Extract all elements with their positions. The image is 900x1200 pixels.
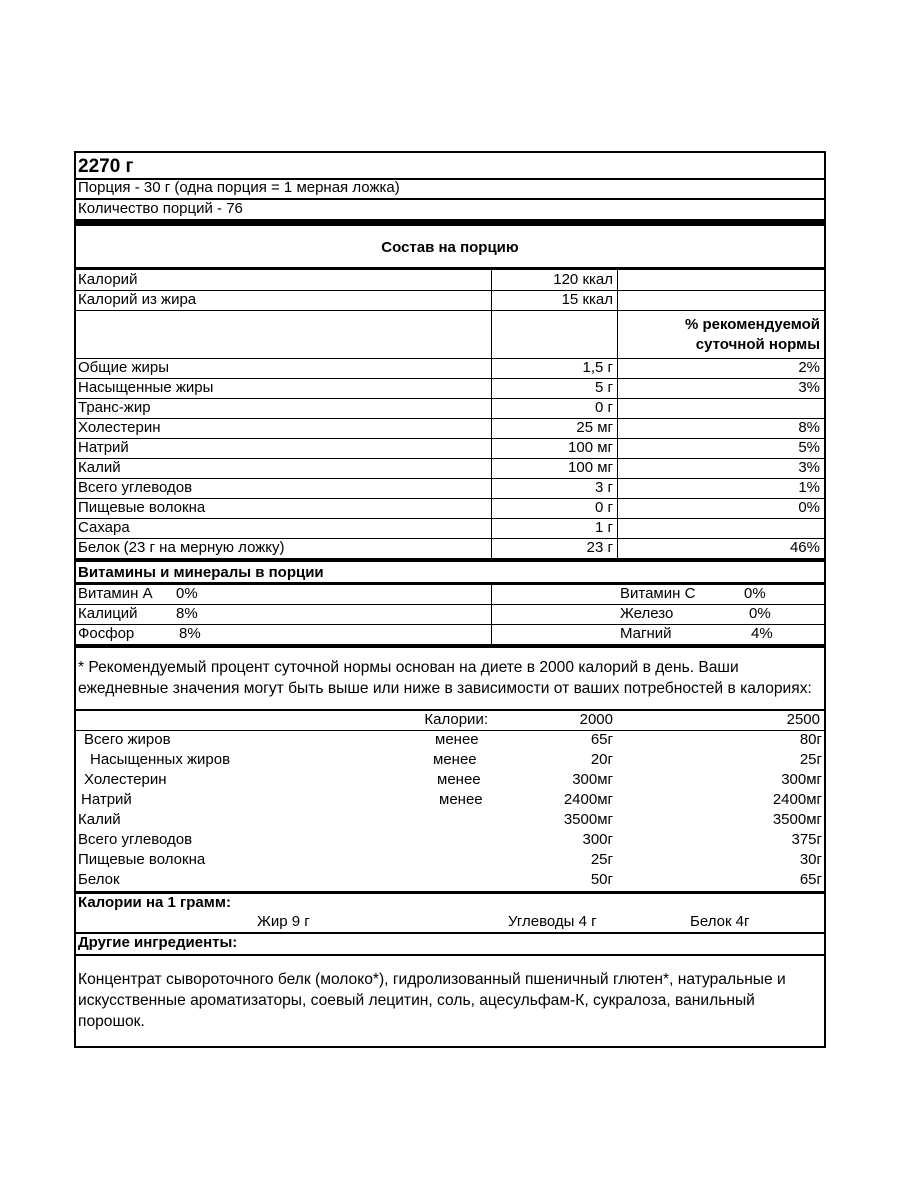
- divider: [76, 518, 824, 519]
- vitamins-title: Витамины и минералы в порции: [78, 564, 324, 581]
- nutrient-label: Насыщенные жиры: [78, 379, 214, 396]
- nutrient-dv: 5%: [798, 439, 820, 456]
- footnote-line2: ежедневные значения могут быть выше или ниже в зависимости от ваших потребностей в калориях:: [78, 680, 812, 697]
- nutrient-label: Всего углеводов: [78, 479, 193, 496]
- dv-row-2000: 25г: [590, 851, 613, 868]
- dv-row-qual: менее: [437, 771, 481, 788]
- nutrition-label: [74, 151, 826, 1048]
- nutrient-dv: 8%: [798, 419, 820, 436]
- nutrient-value: 3 г: [595, 479, 613, 496]
- calories-per-gram-title: Калории на 1 грамм:: [78, 894, 231, 911]
- dv-row-2000: 3500мг: [563, 811, 613, 828]
- calories-label: Калорий: [78, 271, 138, 288]
- fat-per-gram: Жир 9 г: [257, 913, 310, 930]
- nutrient-value: 1,5 г: [582, 359, 613, 376]
- dv-row-2000: 2400мг: [563, 791, 613, 808]
- dv-row-label: Насыщенных жиров: [90, 751, 231, 768]
- vitamin-right-pct: 0%: [749, 605, 771, 622]
- dv-row-label: Всего углеводов: [78, 831, 193, 848]
- composition-title: Состав на порцию: [381, 239, 519, 256]
- nutrient-value: 25 мг: [576, 419, 613, 436]
- carbs-per-gram: Углеводы 4 г: [508, 913, 597, 930]
- nutrient-label: Транс-жир: [78, 399, 151, 416]
- vitamin-right-pct: 0%: [744, 585, 766, 602]
- dv-row-2500: 3500мг: [772, 811, 822, 828]
- vitamin-right-name: Железо: [620, 605, 674, 622]
- vitamin-left-name: Витамин А: [78, 585, 153, 602]
- nutrient-value: 0 г: [595, 499, 613, 516]
- dv-row-label: Всего жиров: [84, 731, 171, 748]
- dv-row-2000: 20г: [590, 751, 613, 768]
- thick-divider: [76, 644, 824, 648]
- footnote-line1: * Рекомендуемый процент суточной нормы основан на диете в 2000 калорий в день. Ваши: [78, 659, 739, 676]
- vitamin-left-pct: 8%: [179, 625, 201, 642]
- serving-size: Порция - 30 г (одна порция = 1 мерная ложка): [78, 179, 400, 196]
- dv-row-label: Холестерин: [84, 771, 167, 788]
- vitamin-left-name: Калиций: [78, 605, 138, 622]
- dv-row-2500: 300мг: [781, 771, 822, 788]
- dv-row-2500: 2400мг: [772, 791, 822, 808]
- nutrient-dv: 1%: [798, 479, 820, 496]
- dv-row-qual: менее: [435, 731, 479, 748]
- calories-value: 120 ккал: [553, 271, 613, 288]
- calories-fat-value: 15 ккал: [561, 291, 613, 308]
- column-line: [491, 585, 492, 645]
- nutrient-value: 100 мг: [568, 439, 613, 456]
- vitamin-right-name: Витамин С: [620, 585, 696, 602]
- divider: [76, 954, 824, 956]
- dv-row-2000: 300мг: [572, 771, 613, 788]
- servings-count: Количество порций - 76: [78, 200, 243, 217]
- dv-calories-2500: 2500: [786, 711, 820, 728]
- divider: [76, 267, 824, 270]
- nutrient-label: Калий: [78, 459, 121, 476]
- product-weight: 2270 г: [78, 156, 134, 177]
- ingredients-title: Другие ингредиенты:: [78, 934, 238, 951]
- dv-row-label: Белок: [78, 871, 120, 888]
- vitamin-left-name: Фосфор: [78, 625, 135, 642]
- nutrient-label: Натрий: [78, 439, 129, 456]
- ingredients-line2: искусственные ароматизаторы, соевый лецитин, соль, ацесульфам-К, сукралоза, ванильный: [78, 992, 755, 1009]
- thick-divider: [76, 558, 824, 562]
- divider: [76, 398, 824, 399]
- dv-calories-2000: 2000: [579, 711, 613, 728]
- nutrient-dv: 3%: [798, 379, 820, 396]
- nutrient-label: Сахара: [78, 519, 130, 536]
- dv-row-2500: 30г: [799, 851, 822, 868]
- vitamin-left-pct: 8%: [176, 605, 198, 622]
- nutrient-value: 0 г: [595, 399, 613, 416]
- vitamin-right-name: Магний: [620, 625, 672, 642]
- ingredients-line3: порошок.: [78, 1013, 145, 1030]
- dv-row-qual: менее: [439, 791, 483, 808]
- nutrient-dv: 2%: [798, 359, 820, 376]
- protein-per-gram: Белок 4г: [690, 913, 750, 930]
- dv-header-line1: % рекомендуемой: [684, 316, 820, 333]
- dv-header-line2: суточной нормы: [695, 336, 820, 353]
- dv-row-2500: 375г: [791, 831, 822, 848]
- dv-row-qual: менее: [433, 751, 477, 768]
- nutrient-label: Пищевые волокна: [78, 499, 206, 516]
- nutrient-label: Холестерин: [78, 419, 161, 436]
- nutrient-dv: 3%: [798, 459, 820, 476]
- dv-row-label: Пищевые волокна: [78, 851, 206, 868]
- dv-calories-label: Калории:: [424, 711, 488, 728]
- calories-fat-label: Калорий из жира: [78, 291, 197, 308]
- dv-row-2000: 65г: [590, 731, 613, 748]
- dv-row-2500: 65г: [799, 871, 822, 888]
- vitamin-right-pct: 4%: [751, 625, 773, 642]
- ingredients-line1: Концентрат сывороточного белк (молоко*), гидролизованный пшеничный глютен*, натуральные и: [78, 971, 786, 988]
- dv-row-label: Натрий: [81, 791, 132, 808]
- dv-row-2500: 25г: [799, 751, 822, 768]
- nutrient-value: 23 г: [586, 539, 613, 556]
- dv-row-2000: 300г: [582, 831, 613, 848]
- thick-divider: [76, 219, 824, 226]
- vitamin-left-pct: 0%: [176, 585, 198, 602]
- nutrient-label: Общие жиры: [78, 359, 170, 376]
- dv-row-label: Калий: [78, 811, 121, 828]
- nutrient-value: 100 мг: [568, 459, 613, 476]
- nutrient-value: 5 г: [595, 379, 613, 396]
- nutrient-dv: 0%: [798, 499, 820, 516]
- dv-row-2000: 50г: [590, 871, 613, 888]
- dv-row-2500: 80г: [799, 731, 822, 748]
- nutrient-value: 1 г: [595, 519, 613, 536]
- nutrient-dv: 46%: [789, 539, 820, 556]
- nutrient-label: Белок (23 г на мерную ложку): [78, 539, 285, 556]
- divider: [76, 310, 824, 311]
